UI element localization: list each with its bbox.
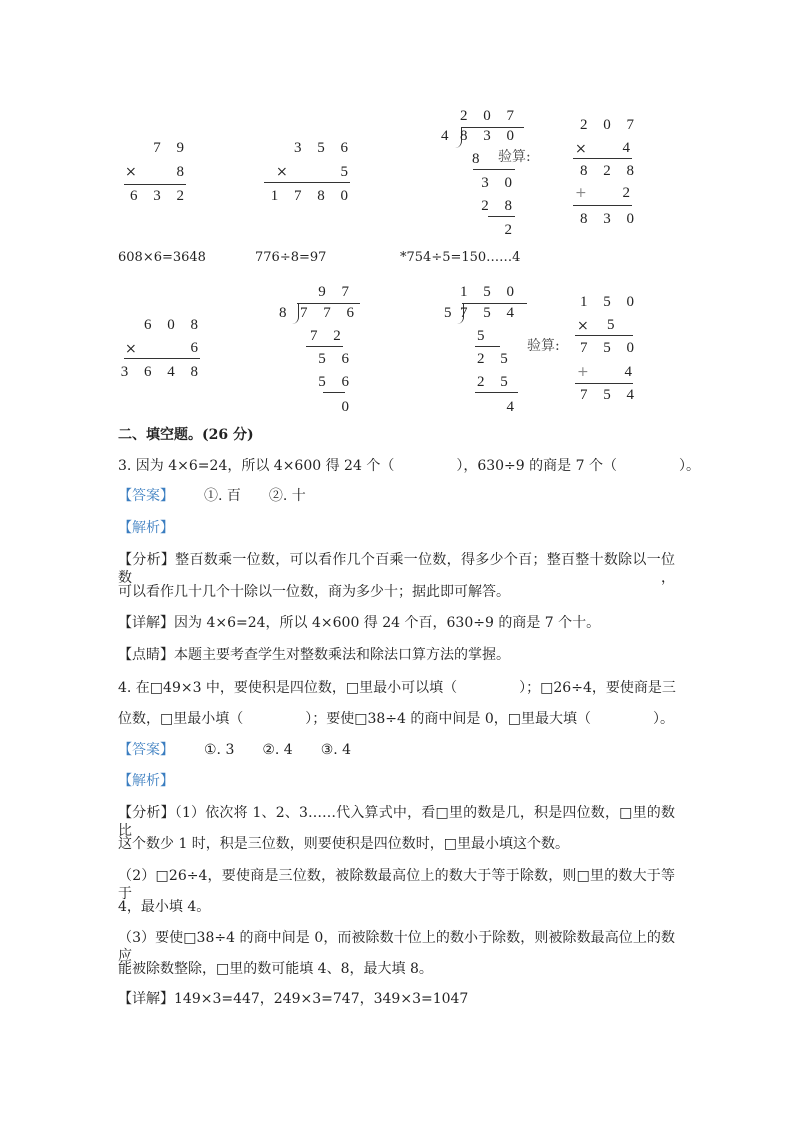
divider xyxy=(306,346,343,347)
q4-p2-1: （2）□26÷4，要使商是三位数，被除数最高位上的数大于等于除数，则□里的数大于等于 xyxy=(118,868,675,902)
xiangjie-tag: 【详解】 xyxy=(118,991,174,1007)
xiangjie-text: 因为 4×6=24，所以 4×600 得 24 个百，630÷9 的商是 7 个十。 xyxy=(174,615,601,631)
fenxi-tag: 【分析】 xyxy=(118,552,176,568)
q4-stem-e: ）。 xyxy=(652,711,674,727)
q3-dianjing xyxy=(118,646,510,664)
d3-remainder: 4 xyxy=(506,399,520,415)
m2-top: 3 5 6 xyxy=(294,140,354,156)
v1-times: × xyxy=(575,141,587,157)
dianjing-tag: 【点睛】 xyxy=(118,647,174,663)
equation-3: *754÷5=150……4 xyxy=(400,250,521,265)
m3-times: × xyxy=(125,341,137,357)
q4-p2-2: 4，最小填 4。 xyxy=(118,899,211,915)
d1-dividend: 8 3 0 xyxy=(460,128,520,144)
v2-plus: + xyxy=(577,364,589,380)
divider xyxy=(323,392,345,393)
answer-tag: 【答案】 xyxy=(118,742,174,758)
divider xyxy=(475,392,518,393)
v1-mul: 4 xyxy=(622,140,636,156)
divider xyxy=(124,184,186,185)
q4-stem-a: 4. 在□49×3 中，要使积是四位数，□里最小可以填（ xyxy=(118,680,458,696)
q3-fenxi-1 xyxy=(118,551,675,587)
d2-divisor: 8 xyxy=(279,305,293,321)
m2-times: × xyxy=(276,164,288,180)
d1-sub1: 8 xyxy=(472,151,486,167)
division-bracket xyxy=(292,304,299,324)
equation-2: 776÷8=97 xyxy=(255,250,327,265)
m3-top: 6 0 8 xyxy=(144,317,204,333)
d1-sub2: 2 8 xyxy=(481,198,518,214)
divider xyxy=(575,383,633,384)
d2-sub2: 5 6 xyxy=(318,374,355,390)
m1-mul: 8 xyxy=(176,164,190,180)
v2-top: 1 5 0 xyxy=(580,294,640,310)
v1-plus: + xyxy=(575,185,587,201)
v2-result: 7 5 4 xyxy=(580,387,640,403)
d2-dividend: 7 7 6 xyxy=(300,305,360,321)
divider xyxy=(573,205,632,206)
d3-quotient: 1 5 0 xyxy=(460,284,520,300)
v1-top: 2 0 7 xyxy=(580,117,640,133)
divider xyxy=(573,158,632,159)
d2-remainder: 0 xyxy=(341,399,355,415)
analysis-tag: 【解析】 xyxy=(118,520,174,536)
v2-mul: 5 xyxy=(607,317,621,333)
d1-quotient: 2 0 7 xyxy=(460,108,520,124)
d1-divisor: 4 xyxy=(441,128,455,144)
d1-rem1: 3 0 xyxy=(481,175,518,191)
d3-sub1: 5 xyxy=(477,328,491,344)
fenxi-text: （1）依次将 1、2、3……代入算式中，看□里的数是几，积是四位数，□里的数比 xyxy=(118,805,675,839)
m1-top: 7 9 xyxy=(153,140,190,156)
q3-stem-c: ）。 xyxy=(678,458,700,474)
v2-times: × xyxy=(577,318,589,334)
m1-times: × xyxy=(125,164,137,180)
m3-mul: 6 xyxy=(190,340,204,356)
d1-remainder: 2 xyxy=(504,222,518,238)
d2-sub1: 7 2 xyxy=(310,328,347,344)
d3-dividend: 7 5 4 xyxy=(460,305,520,321)
q3-stem-b: ），630÷9 的商是 7 个（ xyxy=(456,458,617,474)
analysis-tag: 【解析】 xyxy=(118,773,174,789)
q4-answer xyxy=(118,741,351,759)
q3-xiangjie xyxy=(118,614,600,632)
section-heading: 二、填空题。(26 分) xyxy=(118,427,254,443)
verify-label: 验算: xyxy=(498,149,531,165)
q4-p3-1: （3）要使□38÷4 的商中间是 0，而被除数十位上的数小于除数，则被除数最高位上的数应 xyxy=(118,930,675,964)
divider xyxy=(264,182,350,183)
answer-tag: 【答案】 xyxy=(118,488,174,504)
divider xyxy=(473,169,515,170)
d2-rem1: 5 6 xyxy=(318,351,355,367)
fenxi-tag: 【分析】 xyxy=(118,805,175,821)
q3-stem-a: 3. 因为 4×6=24，所以 4×600 得 24 个（ xyxy=(118,458,395,474)
divider xyxy=(475,346,500,347)
d3-rem1: 2 5 xyxy=(477,351,514,367)
q4-stem-c: 位数，□里最小填（ xyxy=(118,711,244,727)
xiangjie-tag: 【详解】 xyxy=(118,615,174,631)
dianjing-text: 本题主要考查学生对整数乘法和除法口算方法的掌握。 xyxy=(174,647,510,663)
q4-stem-d: ）；要使□38÷4 的商中间是 0，□里最大填（ xyxy=(305,711,591,727)
q4-stem-b: ）；□26÷4，要使商是三 xyxy=(519,680,676,696)
m3-result: 3 6 4 8 xyxy=(120,364,204,380)
fenxi-text: 整百数乘一位数，可以看作几个百乘一位数，得多少个百；整百整十数除以一位数， xyxy=(118,552,676,586)
m2-mul: 5 xyxy=(340,164,354,180)
q4-stem-2 xyxy=(118,710,674,728)
answer-text: ①. 3 ②. 4 ③. 4 xyxy=(204,742,352,758)
verify-label: 验算: xyxy=(527,338,560,354)
v2-product: 7 5 0 xyxy=(580,340,640,356)
equation-1: 608×6=3648 xyxy=(118,250,206,265)
q3-answer xyxy=(118,487,306,505)
d3-divisor: 5 xyxy=(444,305,458,321)
divider xyxy=(575,335,633,336)
v1-add: 2 xyxy=(622,185,636,201)
m1-result: 6 3 2 xyxy=(130,188,190,204)
v1-result: 8 3 0 xyxy=(580,211,640,227)
divider xyxy=(488,216,515,217)
d3-sub2: 2 5 xyxy=(477,374,514,390)
q4-p3-2: 能被除数整除，□里的数可能填 4、8，最大填 8。 xyxy=(118,961,433,977)
q4-xiangjie xyxy=(118,990,468,1008)
divider xyxy=(124,358,200,359)
q4-fenxi-2: 这个数少 1 时，积是三位数，则要使积是四位数时，□里最小填这个数。 xyxy=(118,836,570,852)
q4-stem-1 xyxy=(118,679,676,697)
v1-product: 8 2 8 xyxy=(580,163,640,179)
v2-add: 4 xyxy=(624,364,638,380)
answer-text: ①. 百 ②. 十 xyxy=(204,488,306,504)
q3-stem xyxy=(118,457,700,475)
d2-quotient: 9 7 xyxy=(318,284,355,300)
q3-fenxi-2: 可以看作几十几个十除以一位数，商为多少十；据此即可解答。 xyxy=(118,584,510,600)
m2-result: 1 7 8 0 xyxy=(270,188,354,204)
xiangjie-text: 149×3=447，249×3=747，349×3=1047 xyxy=(174,991,469,1007)
